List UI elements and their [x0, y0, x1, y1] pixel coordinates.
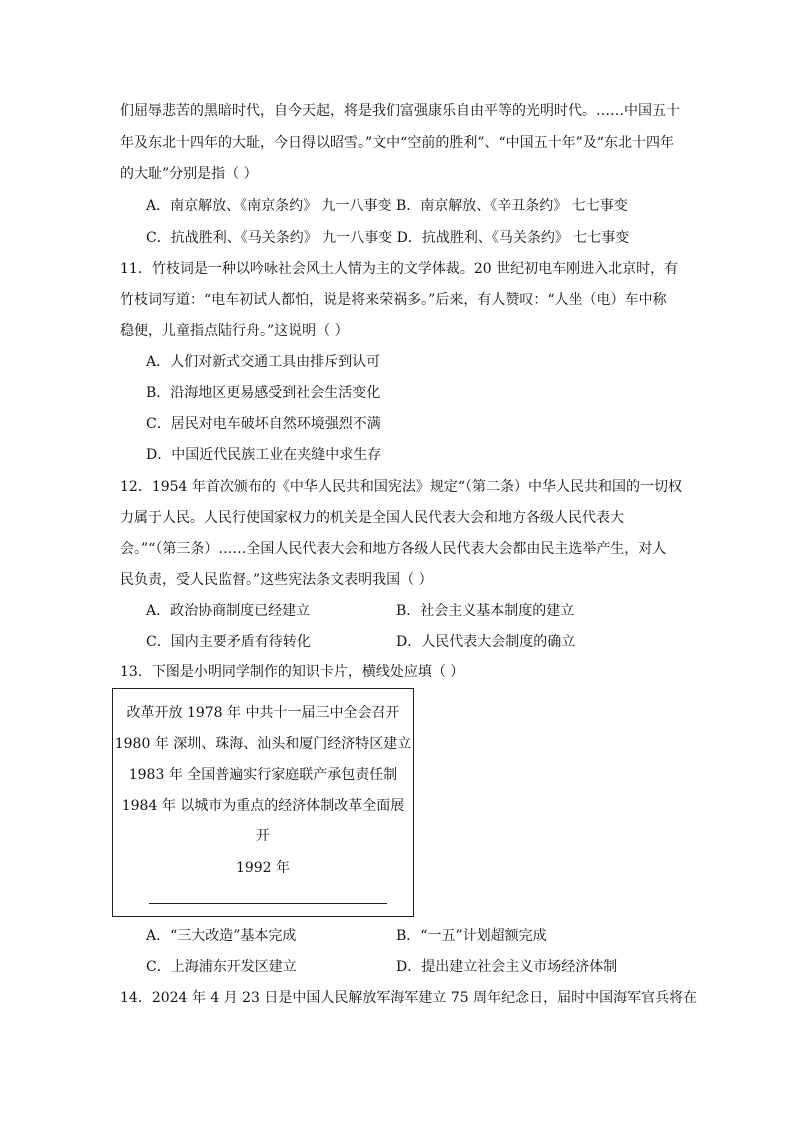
answer-blank-line [149, 903, 387, 904]
q11-stem-line-1: 11．竹枝词是一种以吟咏社会风土人情为主的文学体裁。20 世纪初电车刚进入北京时，有 [120, 261, 679, 277]
q12-stem-line-1: 12．1954 年首次颁布的《中华人民共和国宪法》规定“（第二条）中华人民共和国的一切权 [120, 479, 683, 495]
q10-text-line-3: 的大耻”分别是指（ ） [120, 166, 258, 182]
card-line-1984: 1984 年 以城市为重点的经济体制改革全面展 [121, 798, 405, 814]
q12-stem-line-2: 力属于人民。人民行使国家权力的机关是全国人民代表大会和地方各级人民代表大 [120, 510, 624, 526]
q11-option-b: B．沿海地区更易感受到社会生活变化 [146, 385, 381, 401]
q12-option-c: C．国内主要矛盾有待转化 [146, 634, 311, 650]
q13-option-b: B．“一五”计划超额完成 [396, 928, 547, 944]
q13-option-d: D．提出建立社会主义市场经济体制 [396, 959, 618, 975]
q11-option-a: A．人们对新式交通工具由排斥到认可 [146, 354, 381, 370]
q10-text-line-1: 们屈辱悲苦的黑暗时代，自今天起，将是我们富强康乐自由平等的光明时代。……中国五十 [120, 103, 680, 119]
card-line-1980: 1980 年 深圳、珠海、汕头和厦门经济特区建立 [114, 736, 412, 752]
q11-stem-line-3: 稳便，儿童指点陆行舟。”这说明（ ） [120, 323, 349, 339]
q11-option-c: C．居民对电车破坏自然环境强烈不满 [146, 416, 381, 432]
q11-stem-line-2: 竹枝词写道：“电车初试人都怕，说是将来荣祸多。”后来，有人赞叹：“人坐（电）车中称 [120, 292, 667, 308]
q12-option-d: D．人民代表大会制度的确立 [396, 634, 576, 650]
q11-option-d: D．中国近代民族工业在夹缝中求生存 [146, 447, 382, 463]
q12-option-b: B．社会主义基本制度的建立 [396, 603, 575, 619]
q12-option-a: A．政治协商制度已经建立 [146, 603, 311, 619]
card-line-1983: 1983 年 全国普遍实行家庭联产承包责任制 [128, 767, 398, 783]
card-line-1992: 1992 年 [235, 860, 291, 876]
q10-options-row-1: A．南京解放、《南京条约》 九一八事变 B．南京解放、《辛丑条约》 七七事变 [146, 198, 628, 214]
q10-text-line-2: 年及东北十四年的大耻，今日得以昭雪。”文中“空前的胜利”、“中国五十年”及“东北十四年 [120, 135, 674, 151]
q12-stem-line-4: 民负责，受人民监督。”这些宪法条文表明我国（ ） [120, 572, 433, 588]
q13-option-c: C．上海浦东开发区建立 [146, 959, 297, 975]
knowledge-card [112, 688, 414, 917]
card-line-1978: 改革开放 1978 年 中共十一届三中全会召开 [126, 705, 400, 721]
q14-stem: 14．2024 年 4 月 23 日是中国人民解放军海军建立 75 周年纪念日，届时中国海军官兵将在 [120, 990, 698, 1006]
q12-stem-line-3: 会。”“（第三条）……全国人民代表大会和地方各级人民代表大会都由民主选举产生，对人 [120, 541, 667, 557]
q10-options-row-2: C．抗战胜利、《马关条约》 九一八事变 D．抗战胜利、《马关条约》 七七事变 [146, 230, 630, 246]
q13-stem: 13．下图是小明同学制作的知识卡片，横线处应填（ ） [120, 664, 465, 680]
card-line-1984-cont: 开 [256, 828, 270, 844]
q13-option-a: A．“三大改造”基本完成 [146, 928, 297, 944]
